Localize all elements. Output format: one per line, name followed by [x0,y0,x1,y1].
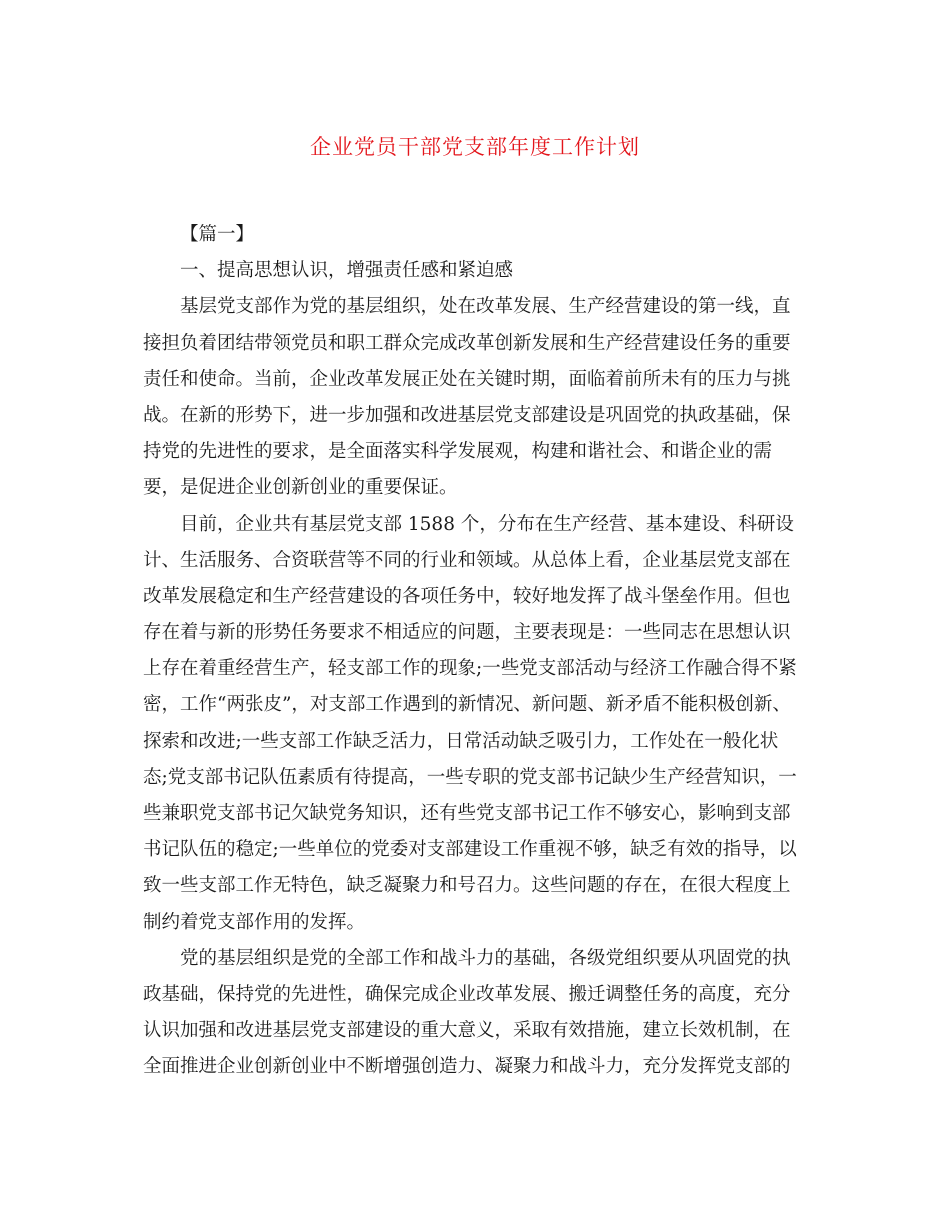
text-line: 书记队伍的稳定;一些单位的党委对支部建设工作重视不够，缺乏有效的指导，以 [143,839,797,861]
text-line: 认识加强和改进基层党支部建设的重大意义，采取有效措施，建立长效机制，在 [143,1020,791,1042]
text-line: 政基础，保持党的先进性，确保完成企业改革发展、搬迁调整任务的高度，充分 [143,983,791,1005]
section-heading: 一、提高思想认识，增强责任感和紧迫感 [180,260,514,282]
paragraph-2 [143,507,811,941]
text-line: 探索和改进;一些支部工作缺乏活力，日常活动缺乏吸引力，工作处在一般化状 [143,730,779,752]
text-line: 密，工作“两张皮”，对支部工作遇到的新情况、新问题、新矛盾不能积极创新、 [143,694,791,716]
text-line: 党的基层组织是党的全部工作和战斗力的基础，各级党组织要从巩固党的执 [180,947,791,969]
text-line: 态;党支部书记队伍素质有待提高，一些专职的党支部书记缺少生产经营知识，一 [143,766,797,788]
text-line: 制约着党支部作用的发挥。 [143,911,366,933]
paragraph-3 [143,941,811,1086]
text-line: 责任和使命。当前，企业改革发展正处在关键时期，面临着前所未有的压力与挑 [143,368,791,390]
text-line: 基层党支部作为党的基层组织，处在改革发展、生产经营建设的第一线，直 [180,296,791,318]
text-line: 计、生活服务、合资联营等不同的行业和领域。从总体上看，企业基层党支部在 [143,549,791,571]
text-line: 目前，企业共有基层党支部 1588 个，分布在生产经营、基本建设、科研设 [180,513,794,535]
text-line: 些兼职党支部书记欠缺党务知识，还有些党支部书记工作不够安心，影响到支部 [143,803,791,824]
text-line: 战。在新的形势下，进一步加强和改进基层党支部建设是巩固党的执政基础，保 [143,404,791,426]
text-line: 致一些支部工作无特色，缺乏凝聚力和号召力。这些问题的存在，在很大程度上 [143,875,791,897]
text-line: 要，是促进企业创新创业的重要保证。 [143,477,458,499]
text-line: 改革发展稳定和生产经营建设的各项任务中，较好地发挥了战斗堡垒作用。但也 [143,585,791,607]
text-line: 全面推进企业创新创业中不断增强创造力、凝聚力和战斗力，充分发挥党支部的 [143,1056,791,1078]
document-title: 企业党员干部党支部年度工作计划 [310,135,640,159]
text-line: 上存在着重经营生产，轻支部工作的现象;一些党支部活动与经济工作融合得不紧 [143,658,797,680]
document-body [143,217,811,1086]
text-line: 存在着与新的形势任务要求不相适应的问题，主要表现是：一些同志在思想认识 [143,622,791,644]
text-line: 持党的先进性的要求，是全面落实科学发展观，构建和谐社会、和谐企业的需 [143,441,773,463]
section-label: 【篇一】 [180,224,255,245]
text-line: 接担负着团结带领党员和职工群众完成改革创新发展和生产经营建设任务的重要 [143,332,791,354]
paragraph-1 [143,289,811,506]
